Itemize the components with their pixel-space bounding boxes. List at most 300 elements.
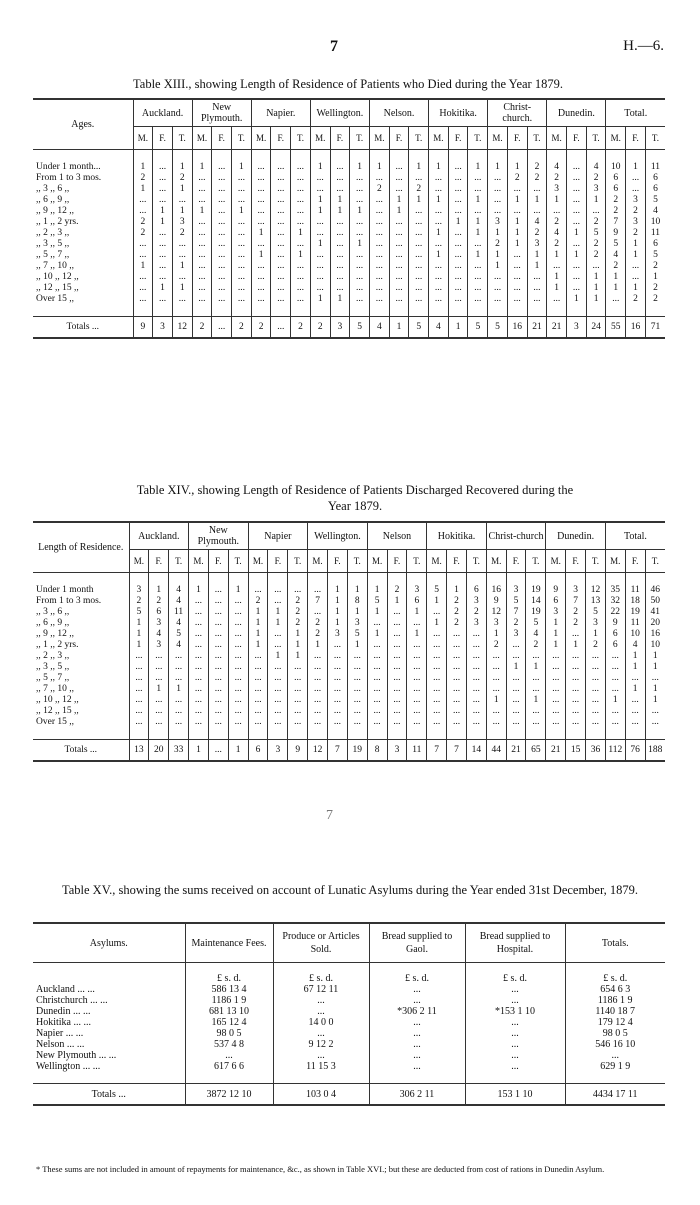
table13-cell: ... (330, 261, 350, 272)
table13-cell: ... (389, 261, 409, 272)
table15-cell: 11 15 3 (273, 1061, 369, 1072)
table14-cell: ... (308, 706, 328, 717)
table15-cell: ... (369, 1050, 465, 1061)
table13-sub-header: T. (527, 127, 547, 150)
table13-cell: 1 (310, 294, 330, 305)
table13-cell: 1 (586, 272, 606, 283)
table13-cell: 6 (645, 239, 665, 250)
table13-cell: 5 (645, 195, 665, 206)
table13-cell: ... (369, 206, 389, 217)
table13-row-label: Over 15 ,, (36, 294, 74, 304)
table14-cell: 11 (625, 573, 645, 597)
table14-cell: ... (308, 673, 328, 684)
table14-cell: ... (526, 717, 546, 728)
table13-cell: ... (448, 261, 468, 272)
table14-cell: ... (466, 662, 486, 673)
table13-cell: ... (488, 195, 508, 206)
table13-cell: ... (409, 250, 429, 261)
table13-cell: 1 (468, 250, 488, 261)
table14-cell: 1 (546, 629, 566, 640)
table14-cell: ... (228, 684, 248, 695)
table14-cell: ... (189, 695, 209, 706)
table13-cell: ... (448, 294, 468, 305)
table14-cell: ... (248, 662, 268, 673)
table14-spacer-cell (407, 728, 427, 740)
table13-cell: ... (271, 294, 291, 305)
table14-sub-header: T. (407, 550, 427, 573)
table15-cell: 67 12 11 (273, 984, 369, 995)
table14-cell: 6 (466, 573, 486, 597)
table13-cell: 10 (645, 217, 665, 228)
table15-cell: ... (369, 1039, 465, 1050)
table14-totals-cell: 3 (387, 740, 407, 762)
table15-cell: ... (465, 1028, 565, 1039)
table13-cell: ... (488, 272, 508, 283)
table14-cell: ... (387, 651, 407, 662)
table13-cell: 1 (251, 250, 271, 261)
table14-cell: 1 (129, 618, 149, 629)
table14-cell: ... (288, 706, 308, 717)
table14-cell: 4 (149, 629, 169, 640)
table14-totals-cell: 33 (169, 740, 189, 762)
table13-cell: ... (271, 150, 291, 174)
table13-cell: 2 (527, 228, 547, 239)
table13-cell: ... (212, 294, 232, 305)
table14-cell: ... (506, 673, 526, 684)
table13-cell: 1 (310, 239, 330, 250)
table13-cell: ... (507, 184, 527, 195)
table13-cell: 1 (133, 184, 153, 195)
table13-totals-cell: 3 (567, 317, 587, 339)
table13-cell: ... (626, 184, 646, 195)
table14-cell: 1 (427, 618, 447, 629)
table15-header-1: Maintenance Fees. (185, 923, 273, 963)
table14-cell: ... (308, 684, 328, 695)
table15-cell: ... (369, 984, 465, 995)
table13-spacer-cell (153, 305, 173, 317)
table14-cell: ... (129, 684, 149, 695)
table14-cell: ... (387, 662, 407, 673)
table13-cell: ... (330, 150, 350, 174)
table14-cell: 2 (149, 596, 169, 607)
table13-cell: 2 (586, 250, 606, 261)
table15-totals-row (33, 1084, 665, 1106)
table14-cell: ... (506, 706, 526, 717)
table14-cell: ... (169, 695, 189, 706)
document-reference: H.—6. (623, 38, 664, 54)
table15-cell: ... (273, 1028, 369, 1039)
table15-spacer-cell (369, 1072, 465, 1084)
table14-group-5: Hokitika. (427, 522, 487, 550)
table13-totals-cell: 3 (330, 317, 350, 339)
table14-cell: 2 (308, 629, 328, 640)
table14-cell: ... (486, 651, 506, 662)
table14-cell: ... (189, 684, 209, 695)
table14-spacer-cell (347, 728, 367, 740)
table13-row-label: ,, 5 ,, 7 ,, (36, 250, 70, 260)
table13-cell: 1 (153, 283, 173, 294)
table13-group-2: Napier. (251, 99, 310, 127)
table13-sub-header: T. (172, 127, 192, 150)
table14-totals-cell: 7 (447, 740, 467, 762)
table13-group-6: Christ-church. (488, 99, 547, 127)
table13-totals-cell: 2 (251, 317, 271, 339)
table14-cell: ... (586, 673, 606, 684)
table13-cell: ... (409, 217, 429, 228)
table14-cell: 1 (427, 596, 447, 607)
table14-cell: ... (288, 717, 308, 728)
table14-cell: ... (566, 651, 586, 662)
table14-cell: ... (427, 629, 447, 640)
table13-cell: 1 (291, 228, 311, 239)
table14-sub-header: M. (367, 550, 387, 573)
table14-row (33, 695, 665, 706)
table14-cell: ... (506, 640, 526, 651)
table14-sub-header: F. (208, 550, 228, 573)
table14-cell: ... (387, 607, 407, 618)
table15-cell: ... (369, 1028, 465, 1039)
table13-spacer-cell (429, 305, 449, 317)
table14-cell: ... (486, 684, 506, 695)
table14-cell: ... (129, 673, 149, 684)
table14-cell: ... (129, 695, 149, 706)
table14-cell: 11 (625, 618, 645, 629)
table15-cell: 1186 1 9 (565, 995, 665, 1006)
table14-cell: ... (506, 695, 526, 706)
table13-cell: ... (389, 250, 409, 261)
table14-sub-header: M. (189, 550, 209, 573)
table14-totals-cell: 1 (189, 740, 209, 762)
table13-cell: ... (271, 206, 291, 217)
table13-cell: 1 (232, 150, 252, 174)
table14-cell: 2 (486, 640, 506, 651)
table15-caption: Table XV., showing the sums received on account of Lunatic Asylums during the Year ended 31st December, 1879. (61, 883, 639, 897)
table13-cell: 1 (153, 206, 173, 217)
table14-cell: ... (566, 717, 586, 728)
table13-spacer-cell (133, 305, 153, 317)
table13-caption: Table XIII., showing Length of Residence of Patients who Died during the Year 1879. (133, 77, 563, 91)
table13-cell: ... (567, 206, 587, 217)
table13-cell: ... (350, 217, 370, 228)
table13-cell: ... (232, 239, 252, 250)
table14-cell: 46 (645, 573, 665, 597)
table14-cell: 2 (129, 596, 149, 607)
table13-cell: ... (192, 195, 212, 206)
table14-cell: ... (466, 629, 486, 640)
table13-cell: 1 (468, 195, 488, 206)
table13-cell: 1 (330, 195, 350, 206)
table14-totals-cell: 21 (506, 740, 526, 762)
table13-cell: 1 (626, 239, 646, 250)
table14-cell: ... (407, 662, 427, 673)
table13-cell: ... (369, 272, 389, 283)
table14-sub-header: T. (466, 550, 486, 573)
table14-cell: ... (169, 662, 189, 673)
table14-cell: ... (308, 717, 328, 728)
table13-sub-header: M. (429, 127, 449, 150)
table13-cell: ... (153, 250, 173, 261)
table14-cell: ... (327, 684, 347, 695)
table15-cell: ... (565, 1050, 665, 1061)
table14-cell: ... (327, 662, 347, 673)
table13-spacer-cell (527, 305, 547, 317)
table15-cell: 1140 18 7 (565, 1006, 665, 1017)
table14-cell: ... (268, 573, 288, 597)
table13-cell: 1 (507, 228, 527, 239)
table13-cell: ... (330, 283, 350, 294)
table13-row-label: ,, 9 ,, 12 ,, (36, 206, 74, 216)
table13-cell: ... (409, 283, 429, 294)
table14-cell: ... (625, 706, 645, 717)
table14-cell: 1 (327, 596, 347, 607)
table13-cell: ... (330, 173, 350, 184)
table14-cell: ... (387, 673, 407, 684)
table13-cell: ... (271, 261, 291, 272)
table14-cell: ... (387, 618, 407, 629)
table14-sub-header: T. (586, 550, 606, 573)
table14-cell: ... (447, 629, 467, 640)
table13-totals-cell: 9 (133, 317, 153, 339)
table13-cell: ... (212, 228, 232, 239)
table14-cell: ... (248, 717, 268, 728)
page-header (0, 38, 700, 60)
table14-row (33, 651, 665, 662)
table13-cell: 3 (626, 195, 646, 206)
table15-units-blank (33, 963, 185, 985)
table13-cell: ... (389, 272, 409, 283)
table15-cell: ... (185, 1050, 273, 1061)
table14-cell: ... (228, 640, 248, 651)
table14-cell: ... (586, 706, 606, 717)
table14-cell: ... (447, 673, 467, 684)
table13-cell: ... (488, 294, 508, 305)
table13-cell: 2 (409, 184, 429, 195)
table14-cell: 2 (566, 607, 586, 618)
table13-cell: ... (133, 283, 153, 294)
table14-cell: ... (248, 706, 268, 717)
table14-spacer-cell (149, 728, 169, 740)
table13-cell: ... (468, 206, 488, 217)
table14-spacer-cell (248, 728, 268, 740)
table13-cell: ... (488, 283, 508, 294)
table14-cell: ... (486, 662, 506, 673)
table14-cell: ... (347, 651, 367, 662)
table15-spacer-cell (565, 1072, 665, 1084)
table13-row-header: Ages. (33, 99, 133, 150)
table14-row-label: ,, 5 ,, 7 ,, (36, 673, 70, 683)
table13-cell: 1 (507, 150, 527, 174)
table14-group-6: Christ-church (486, 522, 546, 550)
table13-cell: ... (291, 239, 311, 250)
table14-cell: 3 (586, 618, 606, 629)
table14-cell: 1 (566, 640, 586, 651)
table13-cell: ... (350, 184, 370, 195)
table14-sub-header: T. (169, 550, 189, 573)
table15-row-label: Nelson ... ... (36, 1039, 85, 1050)
table14-totals-cell: 12 (308, 740, 328, 762)
table14-spacer-cell (427, 728, 447, 740)
table14-cell: ... (327, 640, 347, 651)
table15-spacer-cell (33, 1072, 185, 1084)
table14-cell: ... (129, 706, 149, 717)
table13-sub-header: T. (586, 127, 606, 150)
table14-cell: ... (268, 717, 288, 728)
table14-cell: ... (466, 717, 486, 728)
table14-cell: 1 (387, 596, 407, 607)
table13-sub-header: F. (330, 127, 350, 150)
table13-cell: ... (192, 261, 212, 272)
table14-cell: ... (347, 684, 367, 695)
table13-spacer-cell (606, 305, 626, 317)
table13-cell: ... (192, 173, 212, 184)
table13-totals-cell: 2 (310, 317, 330, 339)
table14-row-header: Length of Residence. (33, 522, 129, 573)
table14-cell: ... (327, 717, 347, 728)
table14-row-label: ,, 3 ,, 5 ,, (36, 662, 70, 672)
table14-cell: ... (149, 662, 169, 673)
table13-cell: 4 (527, 217, 547, 228)
table13-cell: 1 (468, 217, 488, 228)
table14-spacer-cell (466, 728, 486, 740)
table13-cell: ... (350, 228, 370, 239)
table13-cell: ... (448, 283, 468, 294)
table14-cell: ... (526, 684, 546, 695)
table14-cell: ... (208, 706, 228, 717)
table13-cell: ... (369, 228, 389, 239)
table13-spacer-cell (488, 305, 508, 317)
table14-cell: 14 (526, 596, 546, 607)
table15-row (33, 1050, 665, 1061)
table14-cell: ... (288, 573, 308, 597)
table13-cell: ... (232, 195, 252, 206)
table14-cell: ... (208, 607, 228, 618)
table13-cell: ... (567, 173, 587, 184)
table14-cell: 1 (327, 618, 347, 629)
table13-cell: ... (468, 261, 488, 272)
table14-cell: 16 (645, 629, 665, 640)
table15-cell: ... (465, 1039, 565, 1050)
table13-row (33, 283, 665, 294)
table13-row (33, 250, 665, 261)
table15-cell: ... (369, 1061, 465, 1072)
table14-cell: ... (327, 695, 347, 706)
table14-spacer-cell (645, 728, 665, 740)
table13-cell: ... (429, 206, 449, 217)
table14-cell: 1 (347, 640, 367, 651)
table14-cell: ... (228, 706, 248, 717)
table14-cell: ... (169, 651, 189, 662)
table13-cell: ... (429, 294, 449, 305)
table15-cell: 537 4 8 (185, 1039, 273, 1050)
table14-cell: 3 (347, 618, 367, 629)
table14-cell: ... (645, 673, 665, 684)
table14-cell: 9 (486, 596, 506, 607)
table14-totals-cell: 3 (268, 740, 288, 762)
table14-cell: ... (288, 662, 308, 673)
table13-cell: ... (350, 173, 370, 184)
table13-cell: 1 (527, 195, 547, 206)
table14-totals-cell: 188 (645, 740, 665, 762)
table13-cell: 1 (567, 228, 587, 239)
table15-cell: 654 6 3 (565, 984, 665, 995)
table14-cell: 9 (546, 573, 566, 597)
table14-cell: 1 (625, 651, 645, 662)
table14-cell: 1 (129, 629, 149, 640)
table13-cell: ... (192, 239, 212, 250)
table14-cell: 1 (586, 629, 606, 640)
table13-cell: ... (586, 261, 606, 272)
table14-cell: ... (407, 640, 427, 651)
table14-cell: ... (189, 717, 209, 728)
table14-cell: 3 (506, 629, 526, 640)
table13-row (33, 294, 665, 305)
table13-cell: ... (507, 261, 527, 272)
table14-row-label: Over 15 ,, (36, 717, 74, 727)
table13-totals-cell: 55 (606, 317, 626, 339)
table14-spacer-cell (546, 728, 566, 740)
table14-cell: 1 (645, 695, 665, 706)
table14-cell: ... (367, 618, 387, 629)
table14-cell: 4 (169, 618, 189, 629)
table14-cell: 41 (645, 607, 665, 618)
stray-mark: 7 (326, 808, 333, 823)
table14-cell: ... (506, 651, 526, 662)
table13-totals-cell: 2 (291, 317, 311, 339)
table14-cell: ... (149, 651, 169, 662)
table14-spacer-cell (129, 728, 149, 740)
table14-cell: ... (308, 651, 328, 662)
table13-cell: 1 (409, 150, 429, 174)
table14-cell: ... (189, 706, 209, 717)
table13-cell: ... (567, 217, 587, 228)
table13-cell: ... (448, 228, 468, 239)
table14-cell: ... (586, 684, 606, 695)
table14-totals-cell: 1 (228, 740, 248, 762)
table13-cell: ... (212, 272, 232, 283)
table13-cell: 3 (172, 217, 192, 228)
table13-cell: 4 (547, 228, 567, 239)
table14-cell: ... (546, 673, 566, 684)
table13-cell: 1 (232, 206, 252, 217)
table13-cell: ... (429, 217, 449, 228)
table15-row-label: Napier ... ... (36, 1028, 84, 1039)
table14-cell: ... (625, 695, 645, 706)
table13-cell: ... (232, 217, 252, 228)
table13-cell: 1 (429, 195, 449, 206)
table13-totals-cell: 5 (350, 317, 370, 339)
table14-cell: ... (367, 706, 387, 717)
table13-cell: ... (271, 195, 291, 206)
table13-cell: 2 (507, 173, 527, 184)
table14-cell: ... (248, 673, 268, 684)
table14-cell: ... (566, 673, 586, 684)
table14-cell: 1 (169, 684, 189, 695)
table13-cell: ... (133, 239, 153, 250)
table14-spacer-cell (605, 728, 625, 740)
table13-cell: 1 (488, 250, 508, 261)
table14-cell: 1 (189, 573, 209, 597)
table14-sub-header: T. (526, 550, 546, 573)
table14-cell: ... (268, 629, 288, 640)
table13-cell: ... (369, 250, 389, 261)
table14-cell: ... (347, 695, 367, 706)
table14-cell: ... (526, 706, 546, 717)
table14-cell: 11 (169, 607, 189, 618)
table13-cell: 2 (645, 261, 665, 272)
table13-cell: ... (212, 184, 232, 195)
table13-cell: 2 (586, 173, 606, 184)
table13-spacer-row (33, 305, 665, 317)
